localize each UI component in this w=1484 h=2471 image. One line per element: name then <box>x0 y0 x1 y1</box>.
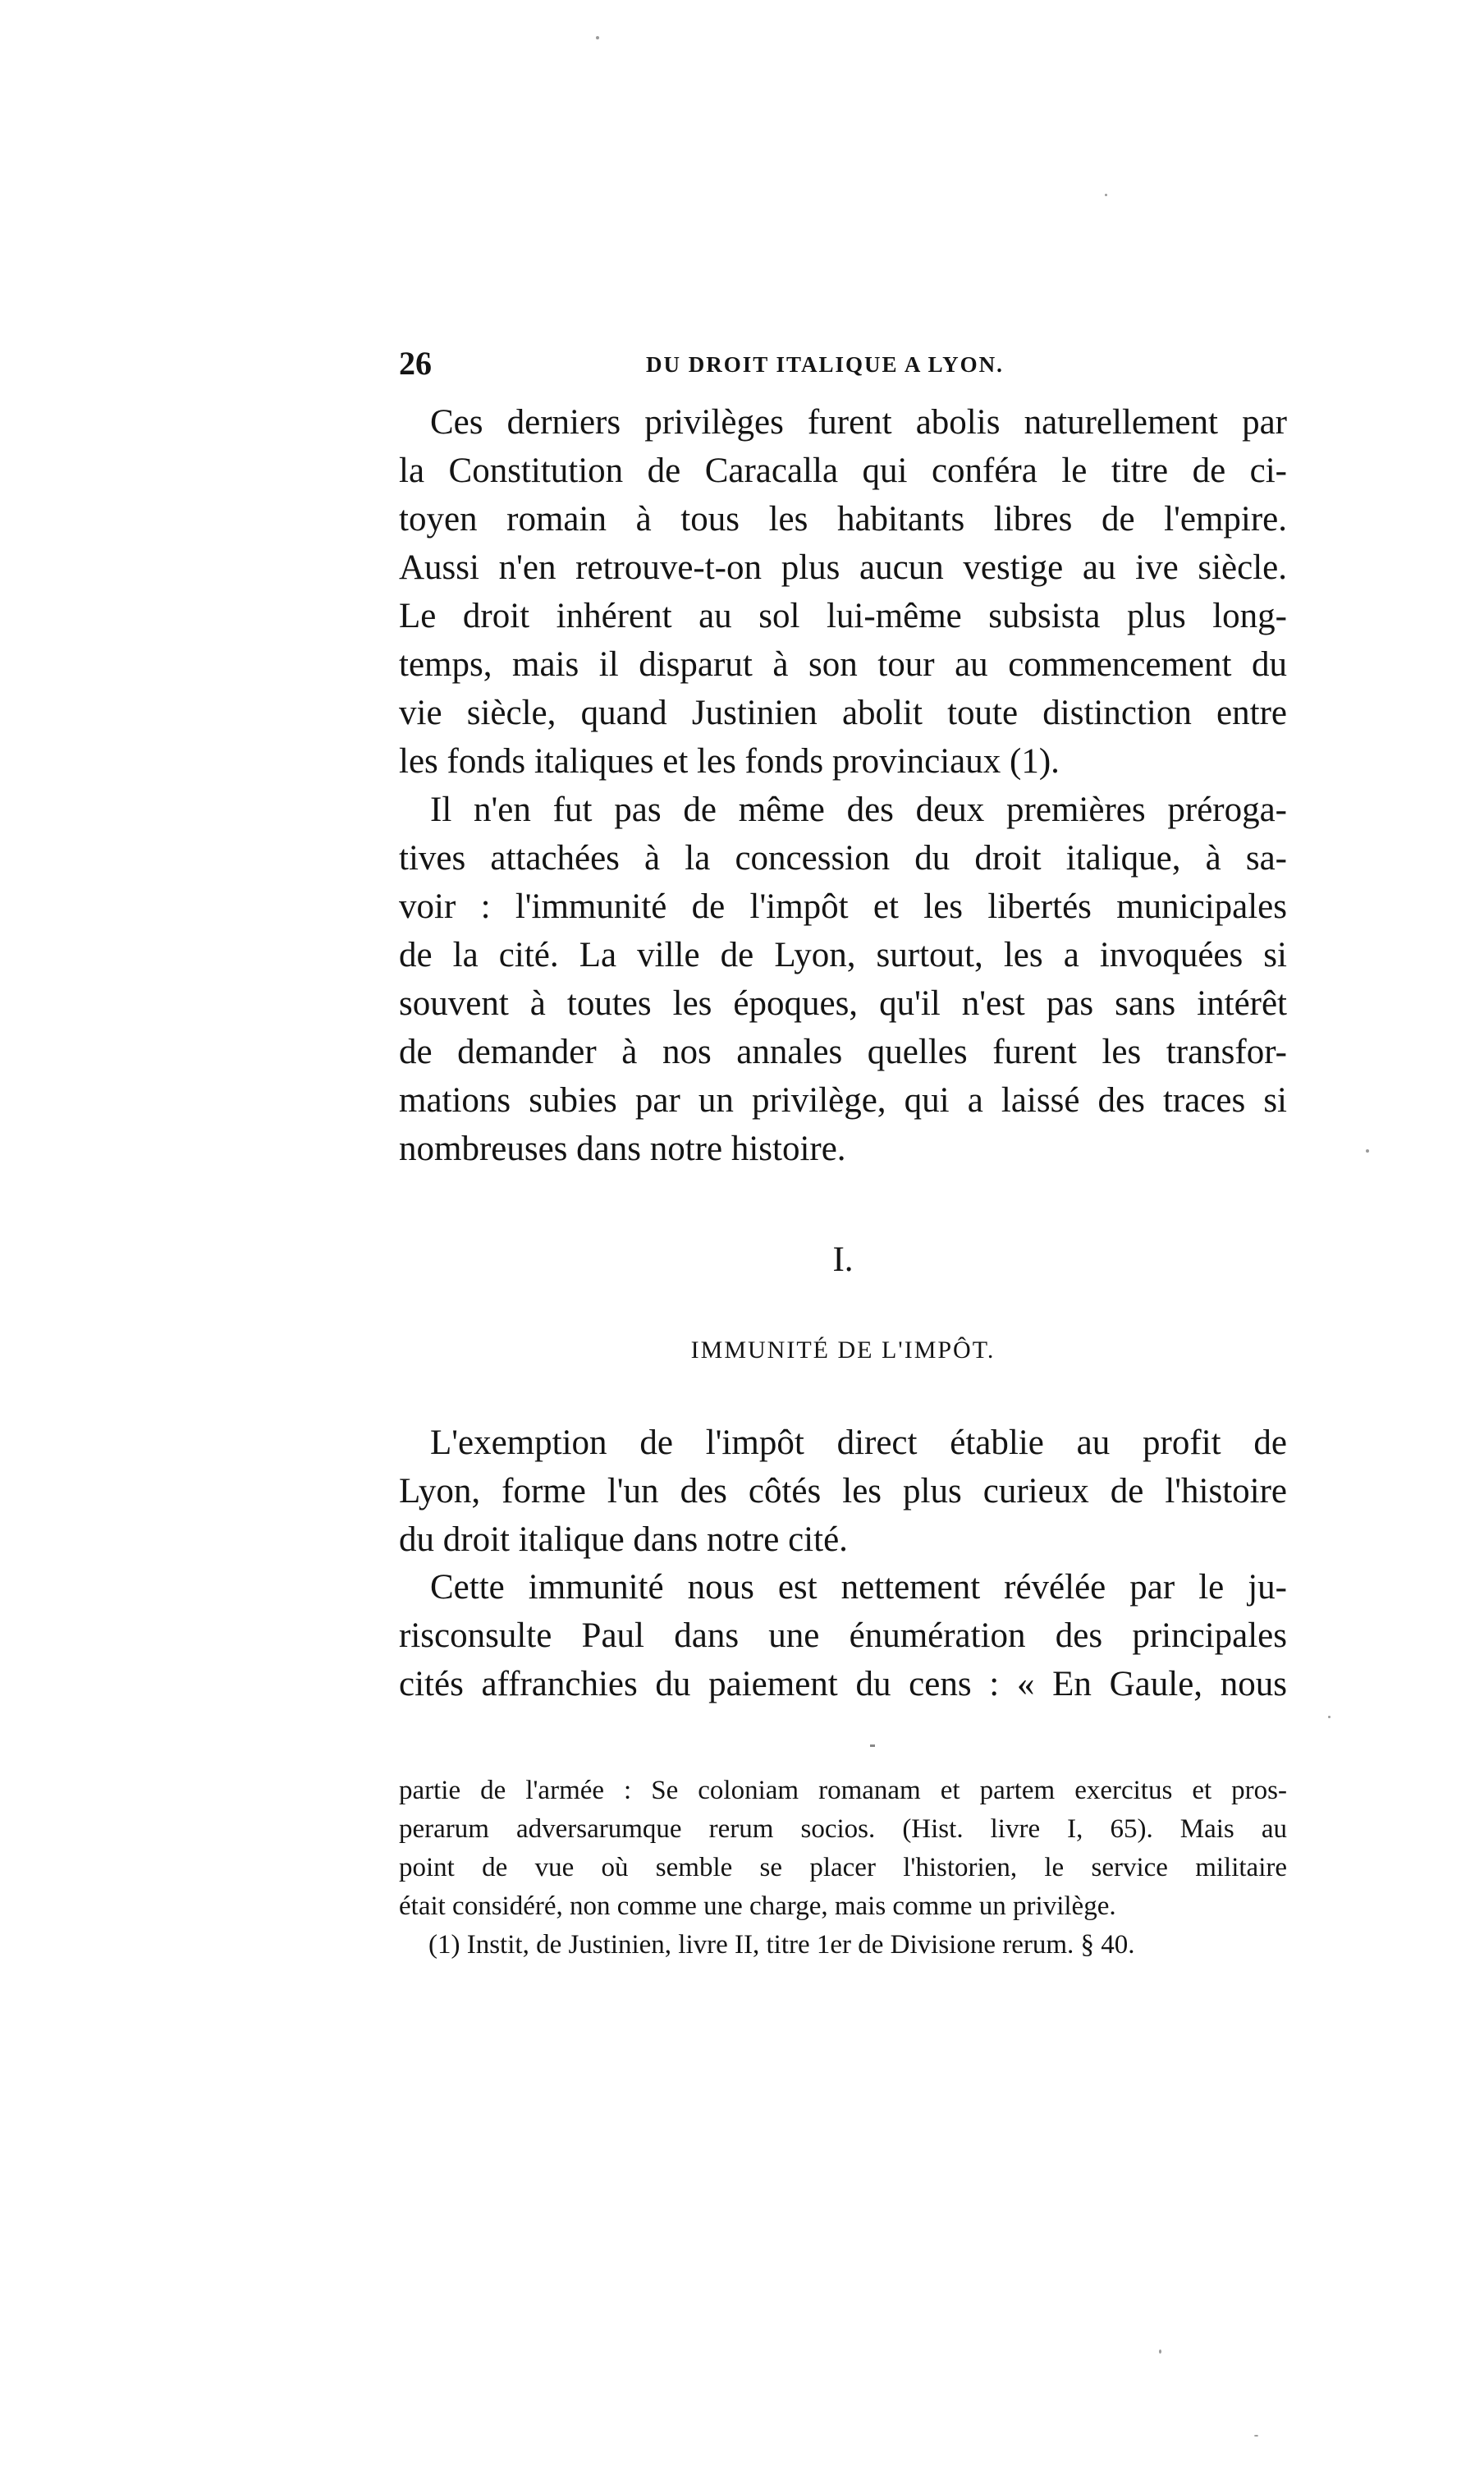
paragraph-3 <box>399 1419 1287 1564</box>
text-line: Il n'en fut pas de même des deux premières préroga- <box>430 791 1287 829</box>
text-line: la Constitution de Caracalla qui conféra le titre de ci- <box>399 452 1287 490</box>
paper-speck <box>596 36 599 39</box>
text-line: L'exemption de l'impôt direct établie au profit de <box>430 1423 1287 1462</box>
text-line: tives attachées à la concession du droit italique, à sa- <box>399 839 1287 878</box>
footnote-line: perarum adversarumque rerum socios. (Hist. livre I, 65). Mais au <box>399 1814 1287 1844</box>
paragraph-2 <box>399 786 1287 1173</box>
running-title: DU DROIT ITALIQUE A LYON. <box>646 352 1004 377</box>
text-line: du droit italique dans notre cité. <box>399 1520 848 1559</box>
text-line: temps, mais il disparut à son tour au commencement du <box>399 645 1287 684</box>
paper-speck <box>1159 2350 1161 2354</box>
page-number: 26 <box>399 345 432 382</box>
paper-speck <box>1366 1149 1369 1153</box>
section-title: IMMUNITÉ DE L'IMPÔT. <box>690 1336 996 1364</box>
text-line: Cette immunité nous est nettement révélée par le ju- <box>430 1568 1287 1607</box>
text-line: de la cité. La ville de Lyon, surtout, les a invoquées si <box>399 936 1287 974</box>
text-line: les fonds italiques et les fonds provinciaux (1). <box>399 742 1060 781</box>
text-line: mations subies par un privilège, qui a laissé des traces si <box>399 1081 1287 1120</box>
paper-speck <box>1328 1716 1331 1718</box>
text-line: Le droit inhérent au sol lui-même subsista plus long- <box>399 597 1287 635</box>
footnote-separator <box>870 1744 875 1747</box>
text-line: nombreuses dans notre histoire. <box>399 1130 846 1168</box>
text-line: risconsulte Paul dans une énumération des principales <box>399 1616 1287 1655</box>
footnotes <box>399 1772 1287 1964</box>
text-line: cités affranchies du paiement du cens : « En Gaule, nous <box>399 1665 1287 1703</box>
paragraph-4 <box>399 1563 1287 1708</box>
footnote-1: (1) Instit, de Justinien, livre II, titre 1er de Divisione rerum. § 40. <box>428 1930 1135 1960</box>
footnote-line: point de vue où semble se placer l'historien, le service militaire <box>399 1853 1287 1882</box>
paper-speck <box>1105 194 1107 196</box>
section-number: I. <box>832 1240 854 1279</box>
paragraph-1 <box>399 398 1287 786</box>
footnote-line: était considéré, non comme une charge, mais comme un privilège. <box>399 1891 1116 1921</box>
text-line: toyen romain à tous les habitants libres de l'empire. <box>399 500 1287 539</box>
page-header <box>399 343 1287 384</box>
footnote-line: partie de l'armée : Se coloniam romanam et partem exercitus et pros- <box>399 1776 1287 1805</box>
text-line: vie siècle, quand Justinien abolit toute distinction entre <box>399 694 1287 732</box>
text-line: voir : l'immunité de l'impôt et les libertés municipales <box>399 887 1287 926</box>
paper-speck <box>1254 2435 1258 2437</box>
text-line: Ces derniers privilèges furent abolis naturellement par <box>430 403 1287 442</box>
text-line: souvent à toutes les époques, qu'il n'est pas sans intérêt <box>399 984 1287 1023</box>
text-line: Lyon, forme l'un des côtés les plus curieux de l'histoire <box>399 1472 1287 1511</box>
text-line: Aussi n'en retrouve-t-on plus aucun vestige au ive siècle. <box>399 548 1287 587</box>
text-line: de demander à nos annales quelles furent les transfor- <box>399 1033 1287 1071</box>
